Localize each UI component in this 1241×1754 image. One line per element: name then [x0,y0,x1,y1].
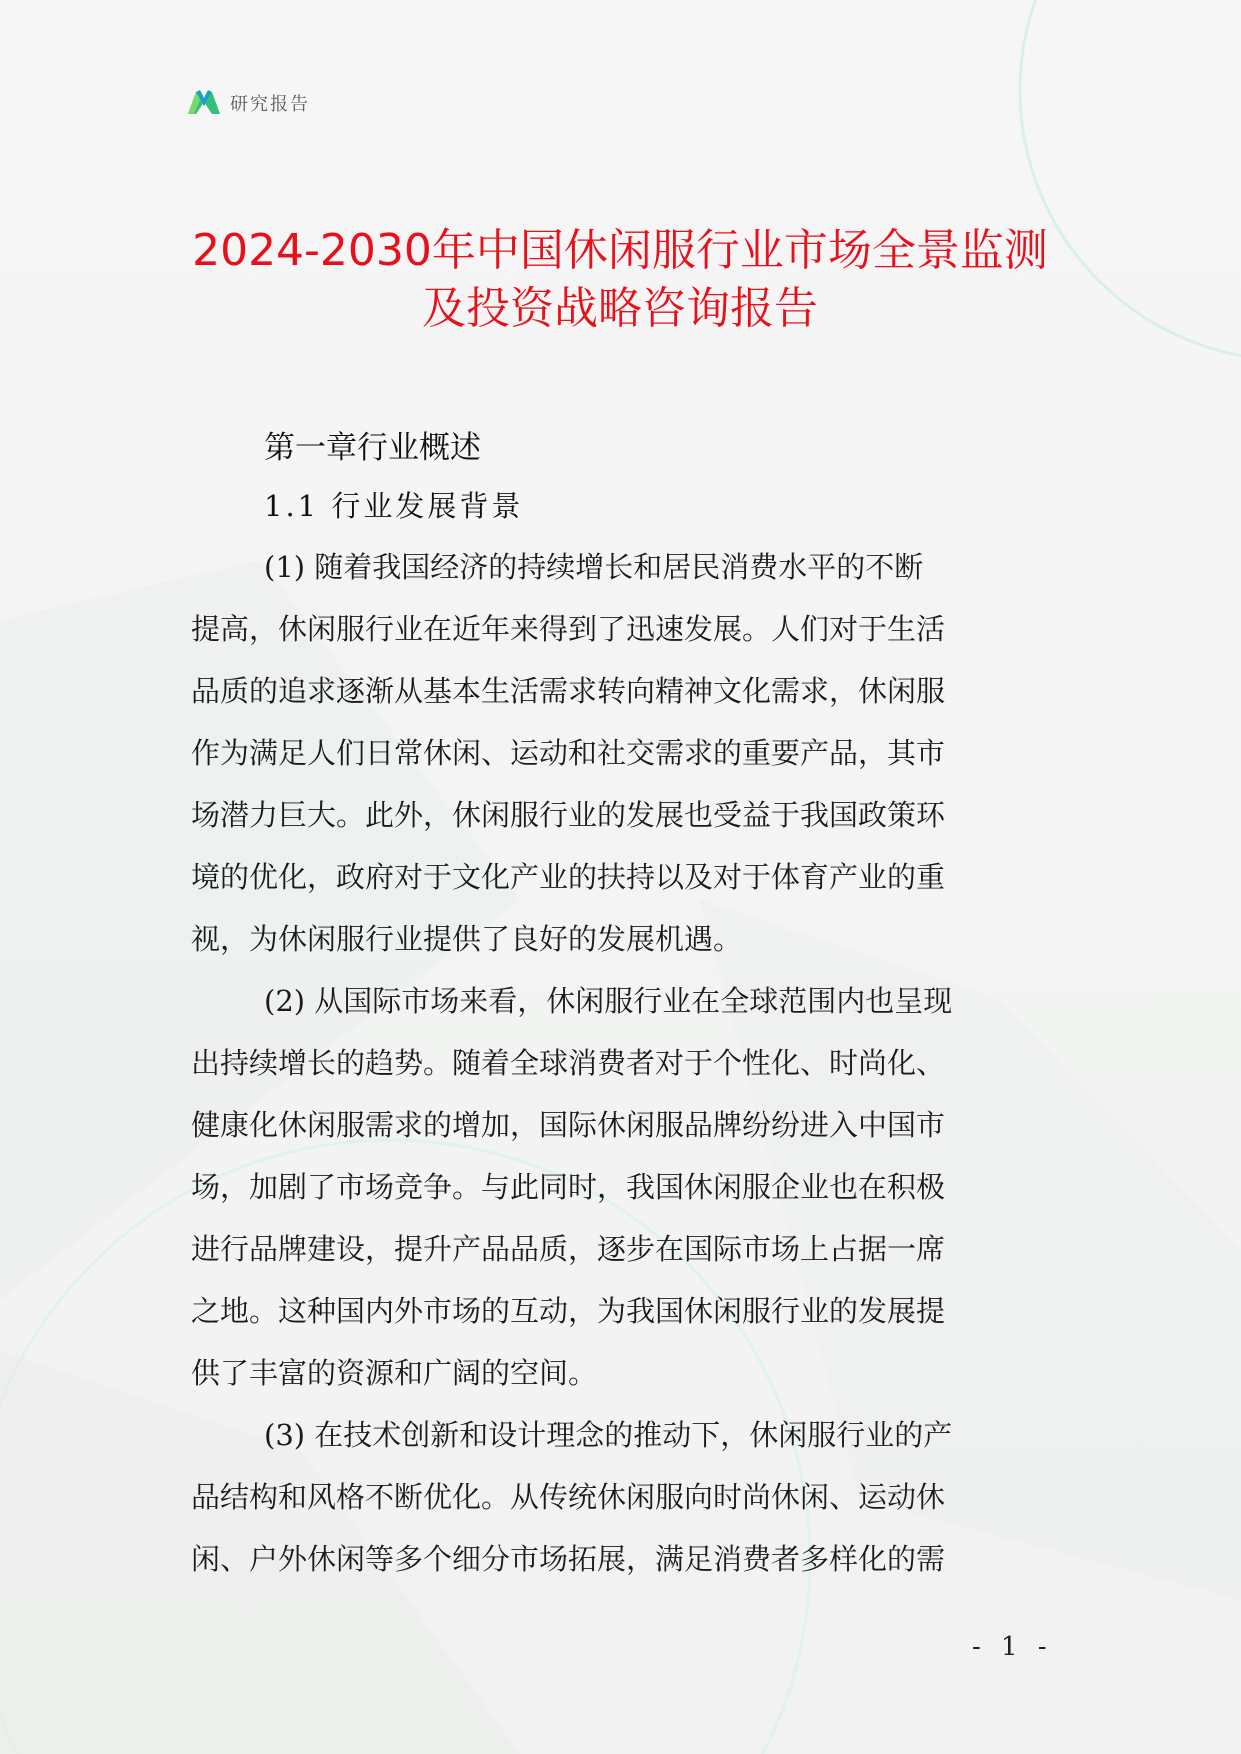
title-line-2: 及投资战略咨询报告 [422,283,818,334]
body-line: (3) 在技术创新和设计理念的推动下，休闲服行业的产 [264,1418,953,1452]
report-title [150,222,1090,338]
body-line: 境的优化，政府对于文化产业的扶持以及对于体育产业的重 [191,860,946,894]
body-line: (1) 随着我国经济的持续增长和居民消费水平的不断 [264,550,924,584]
body-line: 作为满足人们日常休闲、运动和社交需求的重要产品，其市 [191,736,946,770]
body-line: 品质的追求逐渐从基本生活需求转向精神文化需求，休闲服 [191,674,946,708]
body-line: 场，加剧了市场竞争。与此同时，我国休闲服企业也在积极 [191,1170,946,1204]
body-line: 视，为休闲服行业提供了良好的发展机遇。 [191,922,743,956]
chapter-heading: 第一章行业概述 [264,430,481,466]
body-line: 供了丰富的资源和广阔的空间。 [191,1356,598,1390]
body-text [191,536,1051,1590]
body-line: 之地。这种国内外市场的互动，为我国休闲服行业的发展提 [191,1294,946,1328]
body-line: 闲、户外休闲等多个细分市场拓展，满足消费者多样化的需 [191,1542,946,1576]
body-line: 进行品牌建设，提升产品品质，逐步在国际市场上占据一席 [191,1232,946,1266]
header-label: 研究报告 [230,94,310,115]
brand-logo-icon [186,88,222,118]
body-line: 出持续增长的趋势。随着全球消费者对于个性化、时尚化、 [191,1046,946,1080]
body-line: 品结构和风格不断优化。从传统休闲服向时尚休闲、运动休 [191,1480,946,1514]
body-line: 提高，休闲服行业在近年来得到了迅速发展。人们对于生活 [191,612,946,646]
section-heading: 1.1 行业发展背景 [264,489,524,523]
body-line: 场潜力巨大。此外，休闲服行业的发展也受益于我国政策环 [191,798,946,832]
report-header [186,88,310,118]
body-line: 健康化休闲服需求的增加，国际休闲服品牌纷纷进入中国市 [191,1108,946,1142]
page-number: - 1 - [972,1632,1053,1662]
title-line-1: 2024-2030年中国休闲服行业市场全景监测 [192,225,1048,276]
body-line: (2) 从国际市场来看，休闲服行业在全球范围内也呈现 [264,984,953,1018]
